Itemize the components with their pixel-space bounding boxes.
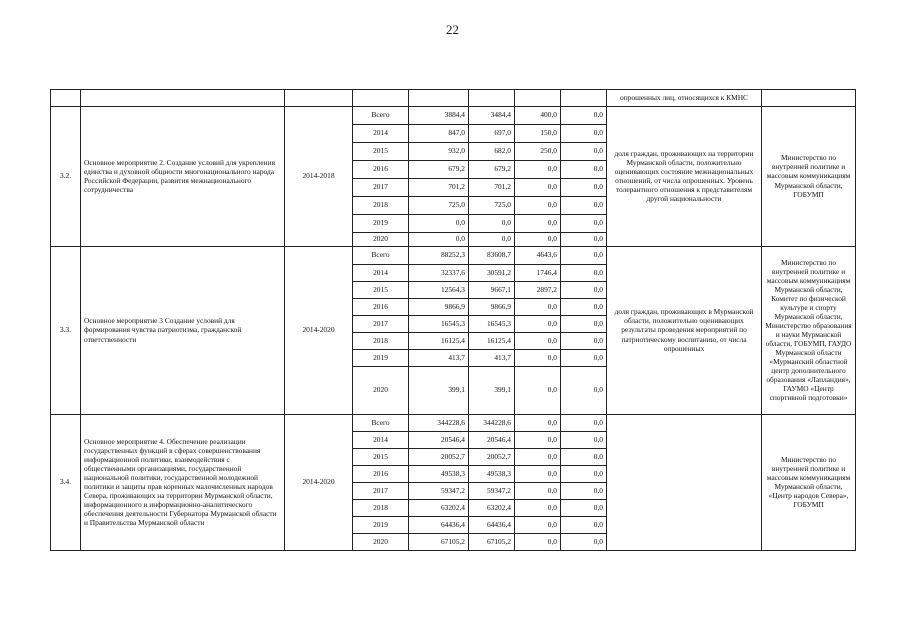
year-cell: 2015 xyxy=(353,281,409,298)
table-row xyxy=(51,246,856,264)
year-cell: 2020 xyxy=(353,533,409,550)
federal-budget-cell: 150,0 xyxy=(515,124,561,142)
total-cell: 88252,3 xyxy=(409,246,469,264)
federal-budget-cell: 0,0 xyxy=(515,499,561,516)
other-sources-cell: 0,0 xyxy=(561,465,607,482)
other-sources-cell: 0,0 xyxy=(561,106,607,124)
regional-budget-cell: 83608,7 xyxy=(469,246,515,264)
cell-empty xyxy=(51,90,81,107)
year-cell: 2014 xyxy=(353,124,409,142)
other-sources-cell: 0,0 xyxy=(561,533,607,550)
regional-budget-cell: 63202,4 xyxy=(469,499,515,516)
program-table xyxy=(50,89,856,551)
regional-budget-cell: 725,0 xyxy=(469,196,515,214)
total-cell: 32337,6 xyxy=(409,264,469,281)
year-cell: Всего xyxy=(353,106,409,124)
year-cell: 2017 xyxy=(353,315,409,332)
regional-budget-cell: 20052,7 xyxy=(469,448,515,465)
regional-budget-cell: 413,7 xyxy=(469,349,515,366)
regional-budget-cell: 679,2 xyxy=(469,160,515,178)
year-cell: Всего xyxy=(353,414,409,431)
cell-empty xyxy=(469,90,515,107)
other-sources-cell: 0,0 xyxy=(561,431,607,448)
regional-budget-cell: 30591,2 xyxy=(469,264,515,281)
federal-budget-cell: 0,0 xyxy=(515,196,561,214)
year-cell: 2019 xyxy=(353,516,409,533)
activity-name: Основное мероприятие 4. Обеспечение реализации государственных функций в сферах совершенствования информационной политики, взаимодействия с общественными организациями, государственной национальной политики, государственной молодежной политики и защиты прав коренных малочисленных народов Севера, проживающих на территории Мурманской области, информационного и информационно-аналитического обеспечения деятельности Губернатора Мурманской области и Правительства Мурманской области xyxy=(81,414,285,550)
table-row xyxy=(51,414,856,431)
federal-budget-cell: 4643,6 xyxy=(515,246,561,264)
other-sources-cell: 0,0 xyxy=(561,499,607,516)
executor-cell: Министерство по внутренней политике и массовым коммуникациям Мурманской области, «Центр народов Севера», ГОБУМП xyxy=(762,414,856,550)
regional-budget-cell: 49538,3 xyxy=(469,465,515,482)
indicator-cell: опрошенных лиц, относящихся к КМНС xyxy=(607,90,762,107)
other-sources-cell: 0,0 xyxy=(561,281,607,298)
year-cell: 2017 xyxy=(353,178,409,196)
other-sources-cell: 0,0 xyxy=(561,298,607,315)
other-sources-cell: 0,0 xyxy=(561,516,607,533)
regional-budget-cell: 9866,9 xyxy=(469,298,515,315)
total-cell: 16545,3 xyxy=(409,315,469,332)
total-cell: 932,0 xyxy=(409,142,469,160)
cell-empty xyxy=(515,90,561,107)
total-cell: 12564,3 xyxy=(409,281,469,298)
year-cell: Всего xyxy=(353,246,409,264)
total-cell: 16125,4 xyxy=(409,332,469,349)
total-cell: 701,2 xyxy=(409,178,469,196)
federal-budget-cell: 0,0 xyxy=(515,431,561,448)
other-sources-cell: 0,0 xyxy=(561,414,607,431)
other-sources-cell: 0,0 xyxy=(561,232,607,246)
year-cell: 2020 xyxy=(353,232,409,246)
federal-budget-cell: 2897,2 xyxy=(515,281,561,298)
year-cell: 2016 xyxy=(353,298,409,315)
total-cell: 63202,4 xyxy=(409,499,469,516)
total-cell: 20546,4 xyxy=(409,431,469,448)
total-cell: 0,0 xyxy=(409,214,469,232)
other-sources-cell: 0,0 xyxy=(561,332,607,349)
other-sources-cell: 0,0 xyxy=(561,264,607,281)
cell-empty xyxy=(561,90,607,107)
year-cell: 2014 xyxy=(353,264,409,281)
total-cell: 64436,4 xyxy=(409,516,469,533)
federal-budget-cell: 0,0 xyxy=(515,448,561,465)
year-cell: 2016 xyxy=(353,160,409,178)
executor-cell: Министерство по внутренней политике и массовым коммуникациям Мурманской области, Комитет по физической культуре и спорту Мурманской области, Министерство образования и науки Мурманской области, ГОБУМП, ГАУДО Мурманской области «Мурманский областной центр дополнительного образования «Лапландия», ГАУМО «Центр спортивной подготовки» xyxy=(762,246,856,414)
table-row xyxy=(51,106,856,124)
cell-empty xyxy=(285,90,353,107)
federal-budget-cell: 0,0 xyxy=(515,178,561,196)
section-number: 3.4. xyxy=(51,414,81,550)
federal-budget-cell: 0,0 xyxy=(515,214,561,232)
year-cell: 2015 xyxy=(353,142,409,160)
regional-budget-cell: 16125,4 xyxy=(469,332,515,349)
page-number: 22 xyxy=(446,22,459,37)
federal-budget-cell: 0,0 xyxy=(515,332,561,349)
total-cell: 20052,7 xyxy=(409,448,469,465)
year-cell: 2014 xyxy=(353,431,409,448)
regional-budget-cell: 64436,4 xyxy=(469,516,515,533)
indicator-cell: доля граждан, проживающих на территории Мурманской области, положительно оценивающих состояние межнациональных отношений, от числа опрошенных. Уровень толерантного отношения к представителям другой национальности xyxy=(607,106,762,246)
total-cell: 59347,2 xyxy=(409,482,469,499)
other-sources-cell: 0,0 xyxy=(561,448,607,465)
activity-name: Основное мероприятие 2. Создание условий для укрепления единства и духовной общности многонационального народа Российской Федерации, развития межнационального сотрудничества xyxy=(81,106,285,246)
year-cell: 2019 xyxy=(353,349,409,366)
total-cell: 413,7 xyxy=(409,349,469,366)
federal-budget-cell: 0,0 xyxy=(515,482,561,499)
year-cell: 2018 xyxy=(353,196,409,214)
federal-budget-cell: 400,0 xyxy=(515,106,561,124)
regional-budget-cell: 59347,2 xyxy=(469,482,515,499)
other-sources-cell: 0,0 xyxy=(561,246,607,264)
year-cell: 2018 xyxy=(353,499,409,516)
activity-name: Основное мероприятие 3 Создание условий для формирования чувства патриотизма, гражданской ответственности xyxy=(81,246,285,414)
other-sources-cell: 0,0 xyxy=(561,124,607,142)
total-cell: 725,0 xyxy=(409,196,469,214)
period: 2014-2020 xyxy=(285,414,353,550)
table-body xyxy=(51,90,856,551)
section-number: 3.3. xyxy=(51,246,81,414)
federal-budget-cell: 0,0 xyxy=(515,298,561,315)
cell-empty xyxy=(353,90,409,107)
total-cell: 9866,9 xyxy=(409,298,469,315)
year-cell: 2017 xyxy=(353,482,409,499)
federal-budget-cell: 250,0 xyxy=(515,142,561,160)
other-sources-cell: 0,0 xyxy=(561,214,607,232)
year-cell: 2015 xyxy=(353,448,409,465)
federal-budget-cell: 0,0 xyxy=(515,465,561,482)
year-cell: 2016 xyxy=(353,465,409,482)
total-cell: 67105,2 xyxy=(409,533,469,550)
other-sources-cell: 0,0 xyxy=(561,142,607,160)
regional-budget-cell: 682,0 xyxy=(469,142,515,160)
cell-empty xyxy=(409,90,469,107)
other-sources-cell: 0,0 xyxy=(561,196,607,214)
regional-budget-cell: 16545,3 xyxy=(469,315,515,332)
year-cell: 2018 xyxy=(353,332,409,349)
regional-budget-cell: 697,0 xyxy=(469,124,515,142)
total-cell: 399,1 xyxy=(409,366,469,414)
other-sources-cell: 0,0 xyxy=(561,315,607,332)
cell-empty xyxy=(762,90,856,107)
table-row xyxy=(51,90,856,107)
regional-budget-cell: 701,2 xyxy=(469,178,515,196)
year-cell: 2019 xyxy=(353,214,409,232)
period: 2014-2020 xyxy=(285,246,353,414)
period: 2014-2018 xyxy=(285,106,353,246)
federal-budget-cell: 0,0 xyxy=(515,160,561,178)
federal-budget-cell: 0,0 xyxy=(515,315,561,332)
total-cell: 679,2 xyxy=(409,160,469,178)
federal-budget-cell: 0,0 xyxy=(515,232,561,246)
total-cell: 0,0 xyxy=(409,232,469,246)
regional-budget-cell: 399,1 xyxy=(469,366,515,414)
other-sources-cell: 0,0 xyxy=(561,482,607,499)
indicator-cell xyxy=(607,414,762,550)
total-cell: 3884,4 xyxy=(409,106,469,124)
section-number: 3.2. xyxy=(51,106,81,246)
federal-budget-cell: 1746,4 xyxy=(515,264,561,281)
other-sources-cell: 0,0 xyxy=(561,178,607,196)
total-cell: 344228,6 xyxy=(409,414,469,431)
total-cell: 49538,3 xyxy=(409,465,469,482)
regional-budget-cell: 20546,4 xyxy=(469,431,515,448)
regional-budget-cell: 0,0 xyxy=(469,232,515,246)
total-cell: 847,0 xyxy=(409,124,469,142)
indicator-cell: доля граждан, проживающих в Мурманской области, положительно оценивающих результаты проведения мероприятий по патриотическому воспитанию, от числа опрошенных xyxy=(607,246,762,414)
regional-budget-cell: 0,0 xyxy=(469,214,515,232)
federal-budget-cell: 0,0 xyxy=(515,516,561,533)
regional-budget-cell: 3484,4 xyxy=(469,106,515,124)
federal-budget-cell: 0,0 xyxy=(515,366,561,414)
federal-budget-cell: 0,0 xyxy=(515,414,561,431)
executor-cell: Министерство по внутренней политике и массовым коммуникациям Мурманской области, ГОБУМП xyxy=(762,106,856,246)
cell-empty xyxy=(81,90,285,107)
regional-budget-cell: 9667,1 xyxy=(469,281,515,298)
other-sources-cell: 0,0 xyxy=(561,160,607,178)
regional-budget-cell: 67105,2 xyxy=(469,533,515,550)
regional-budget-cell: 344228,6 xyxy=(469,414,515,431)
other-sources-cell: 0,0 xyxy=(561,366,607,414)
federal-budget-cell: 0,0 xyxy=(515,533,561,550)
year-cell: 2020 xyxy=(353,366,409,414)
federal-budget-cell: 0,0 xyxy=(515,349,561,366)
other-sources-cell: 0,0 xyxy=(561,349,607,366)
